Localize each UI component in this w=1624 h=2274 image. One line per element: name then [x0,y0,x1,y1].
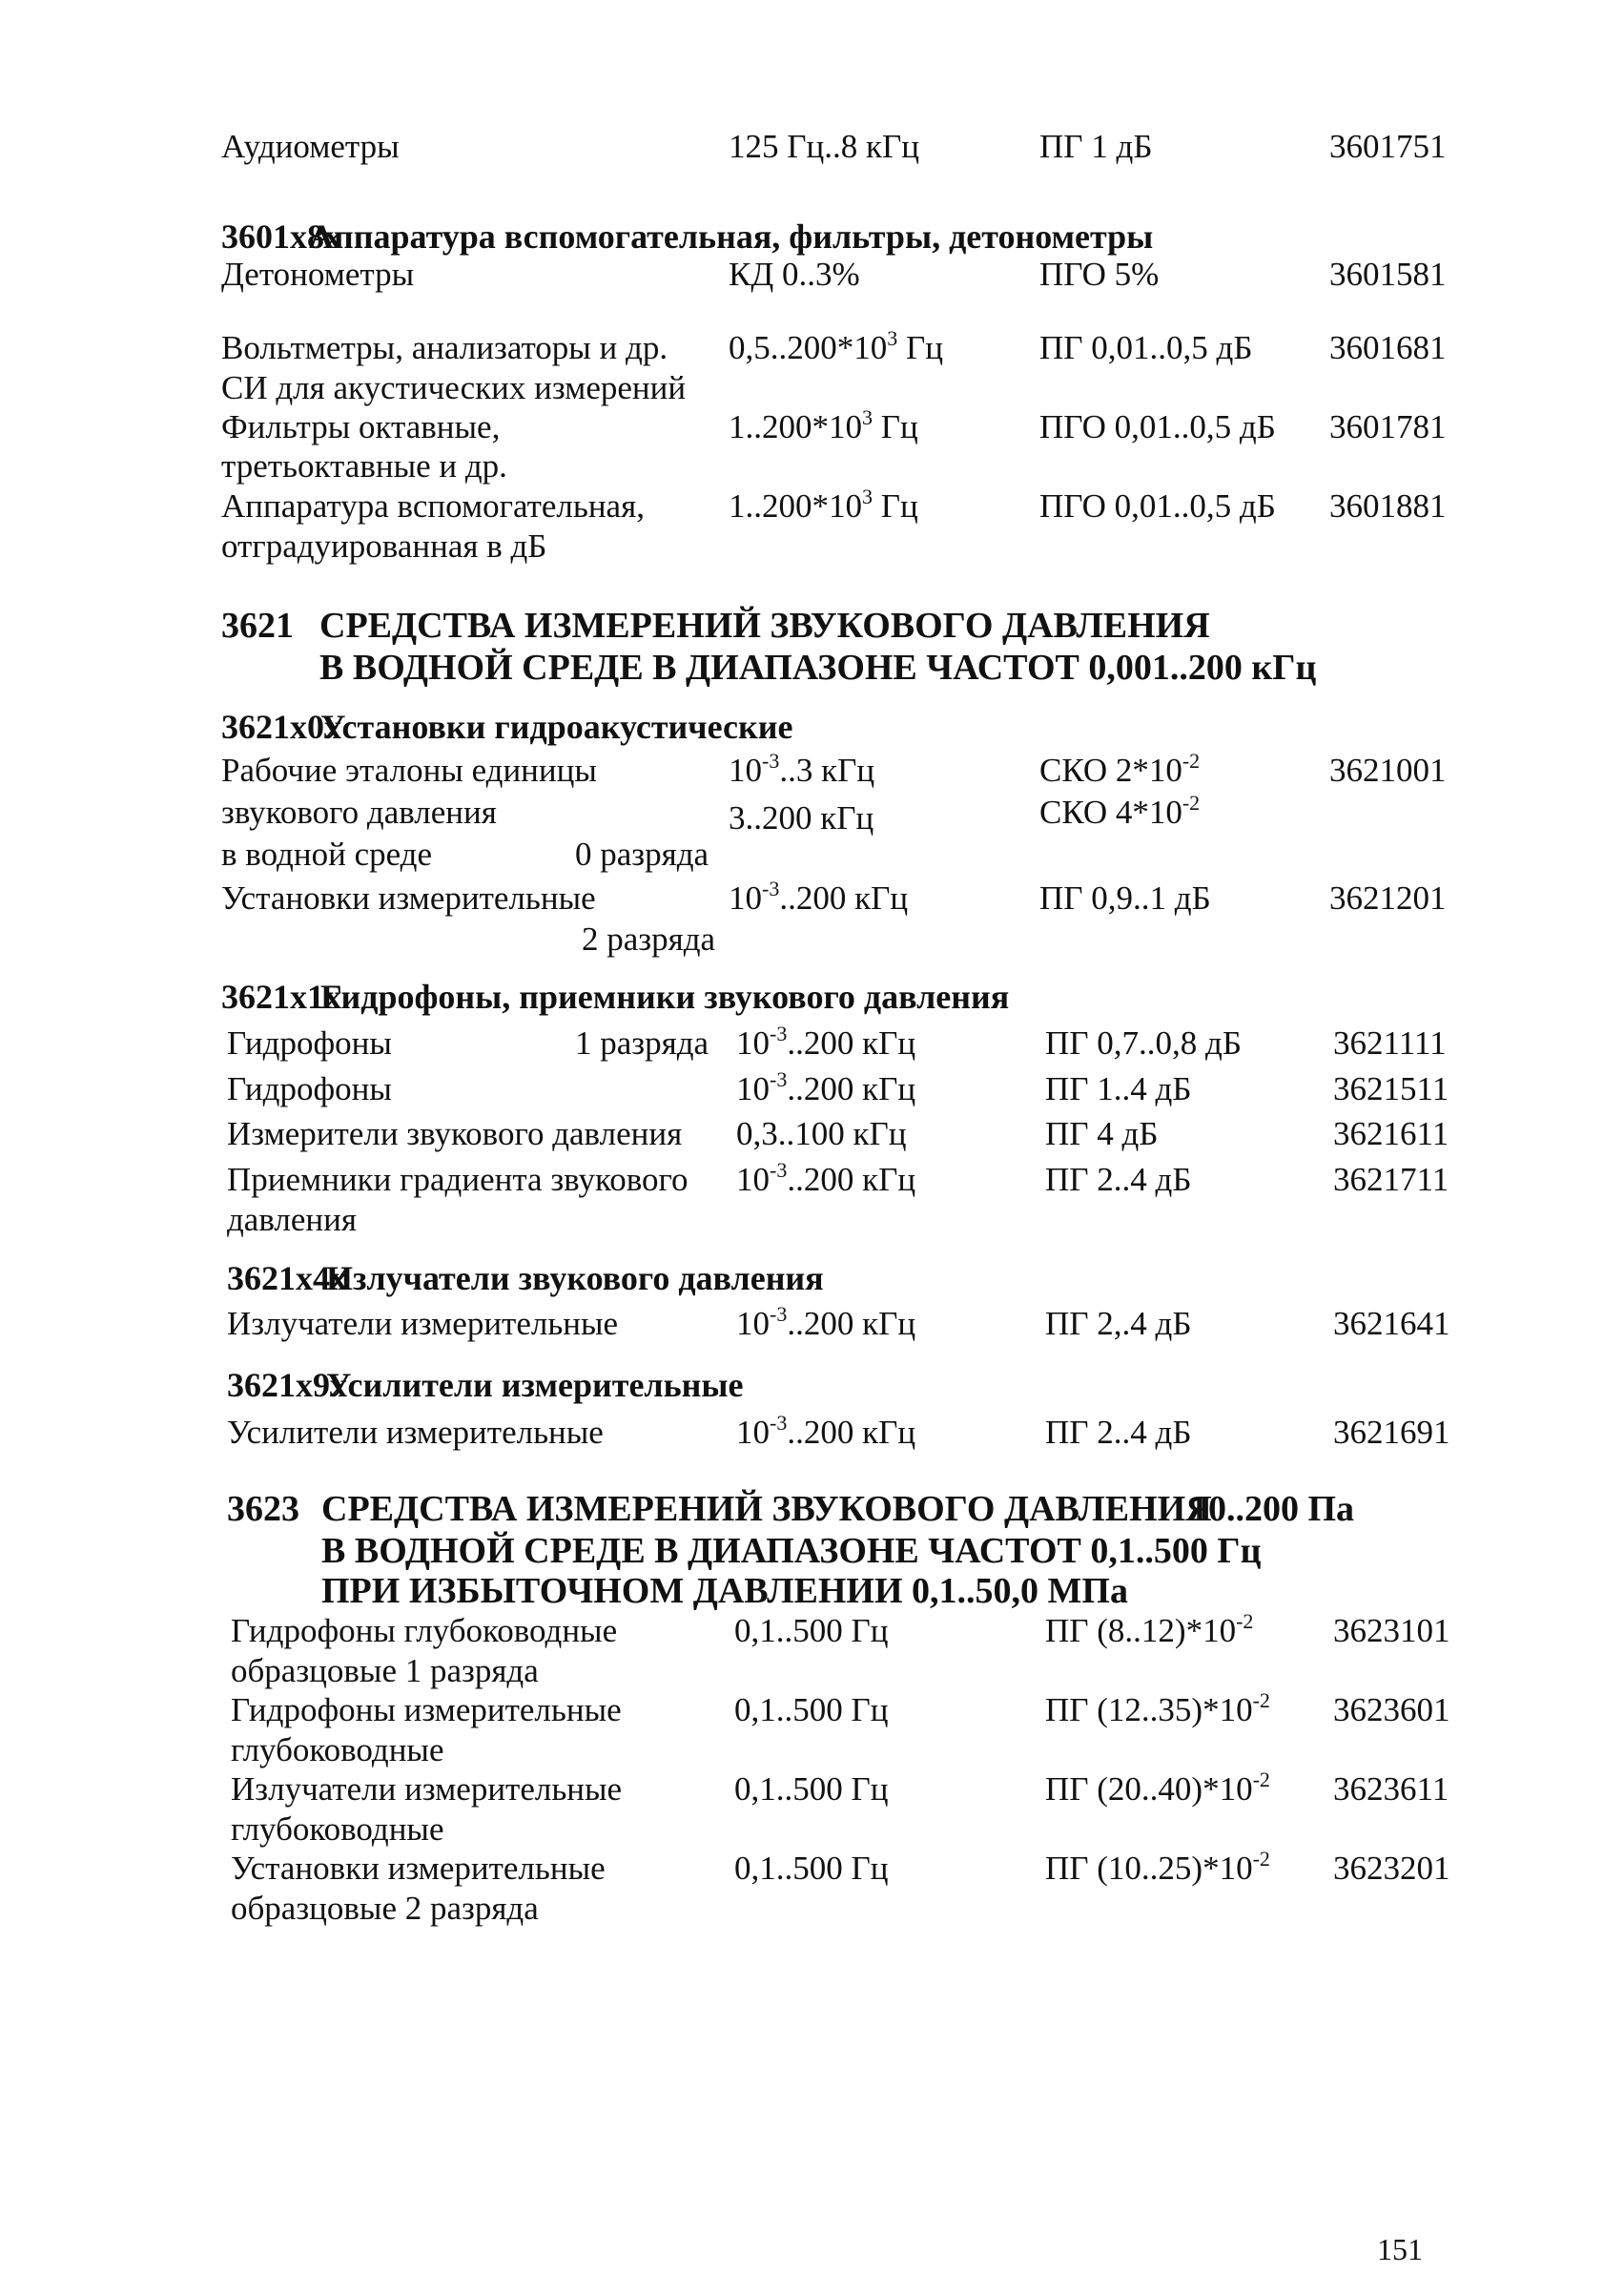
item-range: 3..200 кГц [729,799,874,837]
item-code: 3601751 [1329,128,1447,165]
item-name: Гидрофоны измерительные [231,1691,622,1728]
table-row [221,126,1490,168]
item-name: Излучатели измерительные [231,1770,623,1808]
item-code: 3621691 [1333,1414,1450,1451]
item-name: звукового давления [221,794,497,831]
section-title: Установки гидроакустические [320,708,793,746]
item-range: 125 Гц..8 кГц [729,128,919,165]
section-heading [221,976,1490,1018]
item-accuracy: ПГ 1 дБ [1039,128,1153,165]
item-range: $10^{-3}..200$ кГц [736,1022,916,1062]
item-code: 3601581 [1329,256,1447,293]
section-code: 3601x8x [221,217,341,256]
item-name: Усилители измерительные [227,1414,604,1451]
chapter-heading-line2 [221,1530,1490,1572]
item-code: 3601781 [1329,408,1447,445]
table-row [221,1412,1490,1454]
chapter-title-line2: В ВОДНОЙ СРЕДЕ В ДИАПАЗОНЕ ЧАСТОТ 0,001..200 кГц [319,648,1317,688]
item-range: $10^{-3}..200$ кГц [736,1302,916,1342]
item-code: 3621511 [1333,1070,1449,1107]
item-accuracy: ПГО 0,01..0,5 дБ [1039,408,1276,445]
item-code: 3601881 [1329,487,1447,525]
item-name: глубоководные [231,1731,444,1768]
item-name: Установки измерительные [221,879,596,917]
table-row-continuation [221,791,1490,837]
item-accuracy: СКО $4*10^{-2}$ [1039,791,1201,831]
item-accuracy: СКО $2*10^{-2}$ [1039,749,1201,789]
item-range: $10^{-3}..200$ кГц [736,1158,916,1198]
item-name: Установки измерительные [231,1850,606,1887]
item-grade: 2 разряда [582,920,716,958]
item-name: глубоководные [231,1810,444,1848]
table-row [221,1610,1490,1652]
page-number: 151 [1377,2232,1423,2266]
table-row-continuation [221,1888,1490,1930]
table-row-continuation [221,1199,1490,1241]
section-code: 3621x0x [221,708,341,746]
item-accuracy: ПГ $(12..35)*10^{-2}$ [1045,1688,1270,1728]
table-row [221,1848,1490,1890]
chapter-code: 3621 [221,606,294,646]
item-range: $10^{-3}..200$ кГц [729,877,909,917]
table-row [221,406,1490,448]
item-code: 3623201 [1333,1850,1450,1887]
chapter-heading-line2 [221,647,1490,689]
item-code: 3601681 [1329,329,1447,366]
section-heading [221,1364,1490,1406]
item-name: Гидрофоны [227,1024,392,1062]
table-row [221,1068,1490,1110]
item-range: $10^{-3}..3$ кГц [729,749,875,789]
table-row-continuation [221,1729,1490,1771]
table-row [221,1113,1490,1155]
table-row [221,1689,1490,1731]
item-accuracy: ПГ $(20..40)*10^{-2}$ [1045,1768,1270,1808]
chapter-title-line1: СРЕДСТВА ИЗМЕРЕНИЙ ЗВУКОВОГО ДАВЛЕНИЯ [319,606,1210,646]
chapter-pressure-range: 10..200 Па [1190,1489,1355,1529]
item-grade: 1 разряда [575,1024,709,1062]
item-accuracy: ПГ 2,.4 дБ [1045,1305,1192,1342]
item-accuracy: ПГ 1..4 дБ [1045,1070,1192,1107]
item-code: 3623101 [1333,1612,1450,1649]
item-code: 3621001 [1329,752,1447,789]
section-heading [221,216,1490,258]
table-row [221,1768,1490,1810]
chapter-title-line3: ПРИ ИЗБЫТОЧНОМ ДАВЛЕНИИ 0,1..50,0 МПа [321,1571,1128,1611]
section-title: Усилители измерительные [326,1366,744,1404]
item-accuracy: ПГО 0,01..0,5 дБ [1039,487,1276,525]
table-row [221,486,1490,527]
table-row [221,1159,1490,1201]
section-heading [221,706,1490,748]
chapter-heading [221,605,1490,647]
item-accuracy: ПГ 0,9..1 дБ [1039,879,1211,917]
item-range: 0,1..500 Гц [734,1770,889,1808]
item-code: 3621111 [1333,1024,1447,1062]
item-name: Излучатели измерительные [227,1305,619,1342]
table-row [221,1303,1490,1345]
item-code: 3621611 [1333,1115,1449,1152]
table-row [221,750,1490,792]
chapter-title-line1: СРЕДСТВА ИЗМЕРЕНИЙ ЗВУКОВОГО ДАВЛЕНИЯ [321,1489,1212,1529]
table-row-continuation [221,1809,1490,1850]
item-range: 0,1..500 Гц [734,1691,889,1728]
section-title: Гидрофоны, приемники звукового давления [320,978,1010,1016]
item-name: в водной среде [221,836,433,873]
item-name: образцовые 2 разряда [231,1890,539,1927]
table-row [221,327,1490,369]
item-accuracy: ПГ $(10..25)*10^{-2}$ [1045,1847,1270,1887]
table-row-continuation [221,445,1490,487]
section-code: 3621x4x [227,1259,347,1297]
table-row-continuation [221,919,1490,961]
table-row [221,254,1490,296]
item-name: Приемники градиента звукового [227,1161,689,1198]
section-title: Излучатели звукового давления [326,1259,824,1297]
item-name: Аудиометры [221,128,400,165]
item-range: КД 0..3% [729,256,860,293]
item-accuracy: ПГ $(8..12)*10^{-2}$ [1045,1609,1254,1649]
item-name: давления [227,1201,357,1238]
item-name: Фильтры октавные, [221,408,501,445]
table-row [221,878,1490,920]
item-accuracy: ПГ 2..4 дБ [1045,1161,1192,1198]
item-range: $1..200*10^3$ Гц [729,405,918,445]
item-accuracy: ПГ 4 дБ [1045,1115,1159,1152]
item-code: 3621641 [1333,1305,1450,1342]
item-name: отградуированная в дБ [221,527,547,565]
item-range: 0,1..500 Гц [734,1850,889,1887]
section-code: 3621x9x [227,1366,347,1404]
item-range: 0,1..500 Гц [734,1612,889,1649]
item-name: Аппаратура вспомогательная, [221,487,645,525]
item-code: 3623601 [1333,1691,1450,1728]
item-accuracy: ПГ 0,7..0,8 дБ [1045,1024,1242,1062]
item-grade: 0 разряда [575,836,709,873]
table-row-continuation [221,367,1490,409]
item-name: Измерители звукового давления [227,1115,683,1152]
chapter-heading-line3 [221,1570,1490,1612]
item-name: образцовые 1 разряда [231,1652,539,1689]
item-accuracy: ПГ 0,01..0,5 дБ [1039,329,1253,366]
item-name: Гидрофоны глубоководные [231,1612,618,1649]
table-row-continuation [221,526,1490,568]
item-accuracy: ПГО 5% [1039,256,1160,293]
item-name: Гидрофоны [227,1070,392,1107]
section-code: 3621x1x [221,978,341,1016]
table-row-continuation [221,1650,1490,1692]
chapter-heading [221,1488,1490,1530]
item-accuracy: ПГ 2..4 дБ [1045,1414,1192,1451]
item-name: СИ для акустических измерений [221,369,687,406]
chapter-code: 3623 [227,1489,299,1529]
item-name: Вольтметры, анализаторы и др. [221,329,668,366]
item-range: $10^{-3}..200$ кГц [736,1067,916,1107]
item-code: 3621201 [1329,879,1447,917]
chapter-title-line2: В ВОДНОЙ СРЕДЕ В ДИАПАЗОНЕ ЧАСТОТ 0,1..500 Гц [321,1531,1262,1571]
item-name: Детонометры [221,256,415,293]
section-title: Аппаратура вспомогательная, фильтры, детонометры [309,217,1154,256]
section-heading [221,1257,1490,1299]
item-name: третьоктавные и др. [221,447,507,485]
item-range: 0,3..100 кГц [736,1115,907,1152]
item-name: Рабочие эталоны единицы [221,752,597,789]
item-range: $10^{-3}..200$ кГц [736,1411,916,1451]
table-row-continuation [221,834,1490,876]
item-code: 3621711 [1333,1161,1449,1198]
item-range: $0,5..200*10^3$ Гц [729,326,943,366]
item-code: 3623611 [1333,1770,1449,1808]
item-range: $1..200*10^3$ Гц [729,485,918,525]
table-row [221,1023,1490,1065]
